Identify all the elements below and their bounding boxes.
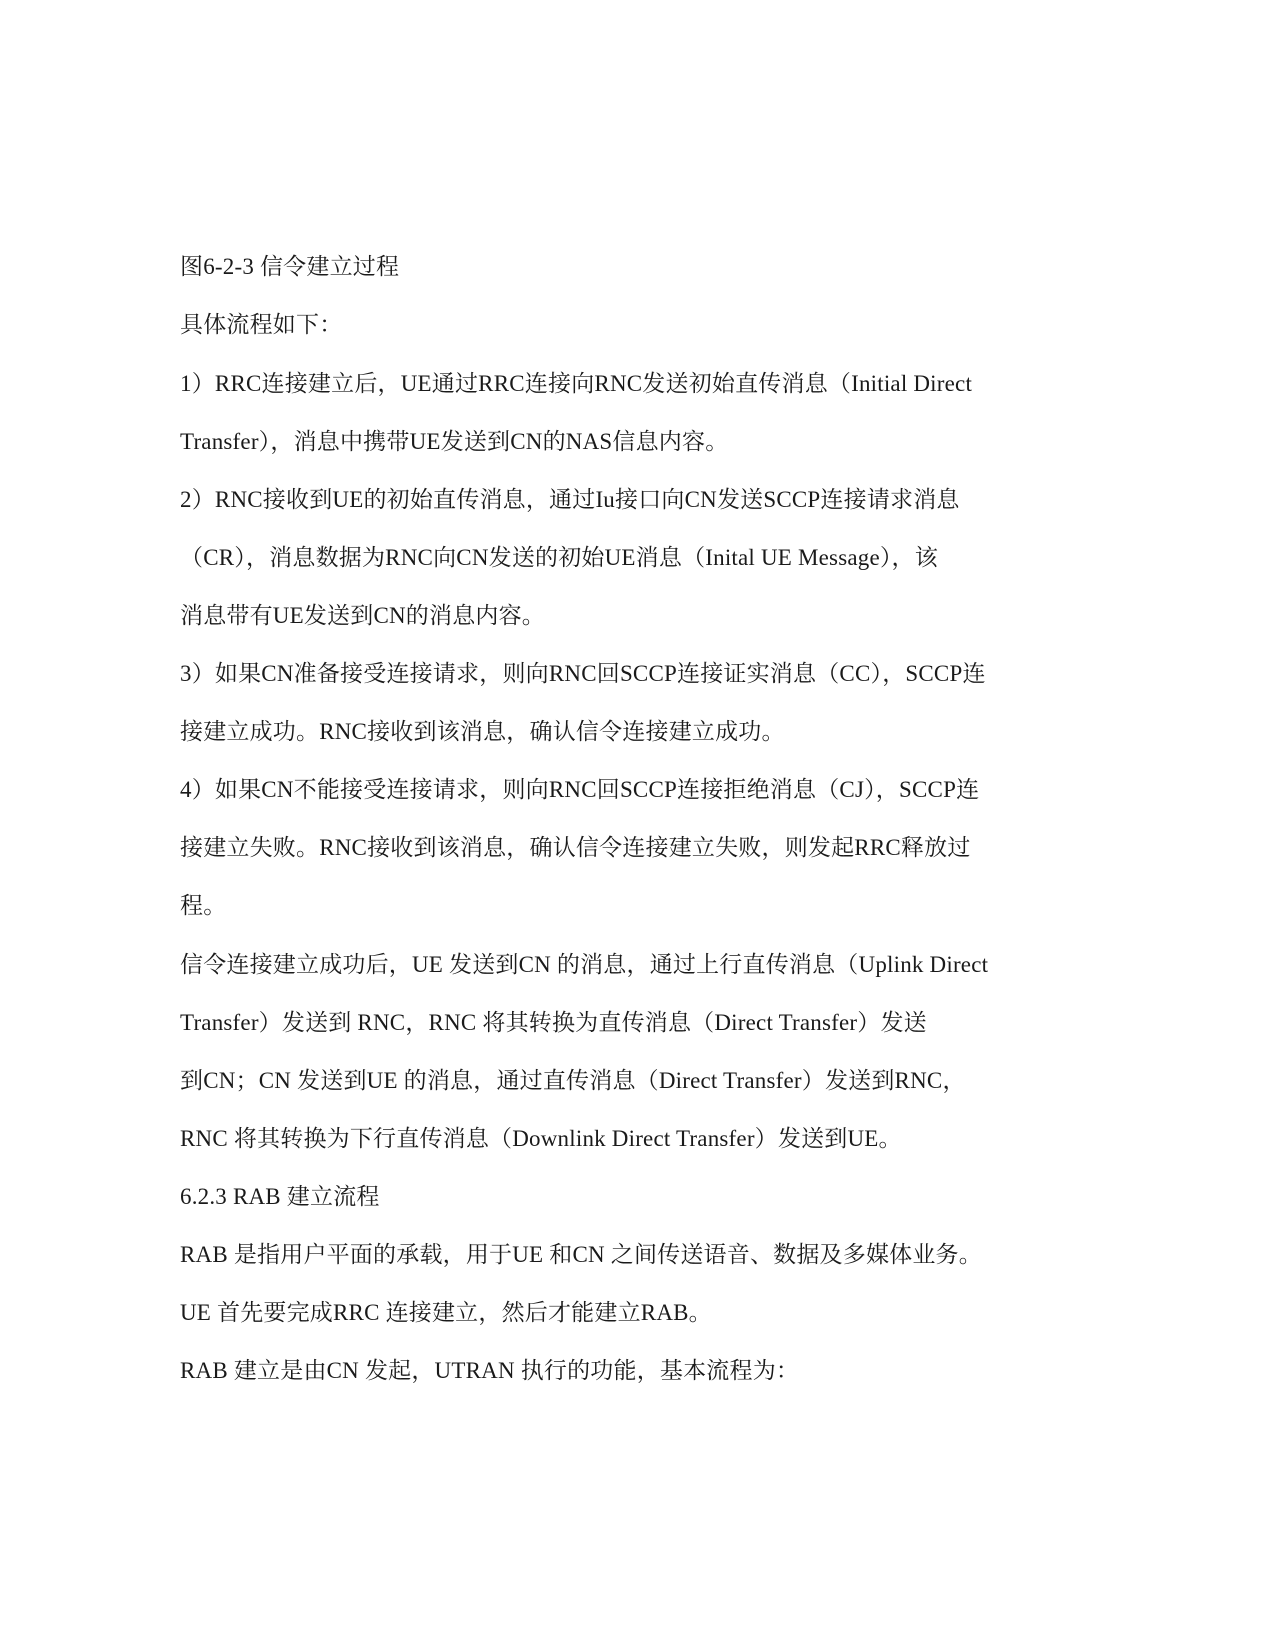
section-heading: 6.2.3 RAB 建立流程	[180, 1184, 380, 1209]
paragraph-step4-line1: 4）如果CN不能接受连接请求，则向RNC回SCCP连接拒绝消息（CJ），SCCP连	[180, 777, 980, 802]
paragraph-rab-procedure: RAB 建立是由CN 发起，UTRAN 执行的功能，基本流程为：	[180, 1358, 800, 1383]
paragraph-rab-prerequisite: UE 首先要完成RRC 连接建立，然后才能建立RAB。	[180, 1300, 712, 1325]
paragraph-step1-line1: 1）RRC连接建立后，UE通过RRC连接向RNC发送初始直传消息（Initial Direct	[180, 371, 973, 396]
paragraph-step2-line3: 消息带有UE发送到CN的消息内容。	[180, 603, 546, 628]
paragraph-step4-line3: 程。	[180, 893, 227, 918]
paragraph-step2-line1: 2）RNC接收到UE的初始直传消息，通过Iu接口向CN发送SCCP连接请求消息	[180, 487, 960, 512]
paragraph-step3-line2: 接建立成功。RNC接收到该消息，确认信令连接建立成功。	[180, 719, 785, 744]
paragraph-transfer-line4: RNC 将其转换为下行直传消息（Downlink Direct Transfer）发送到UE。	[180, 1126, 902, 1151]
paragraph-step4-line2: 接建立失败。RNC接收到该消息，确认信令连接建立失败，则发起RRC释放过	[180, 835, 971, 860]
paragraph-step3-line1: 3）如果CN准备接受连接请求，则向RNC回SCCP连接证实消息（CC），SCCP连	[180, 661, 986, 686]
paragraph-transfer-line2: Transfer）发送到 RNC，RNC 将其转换为直传消息（Direct Transfer）发送	[180, 1010, 927, 1035]
paragraph-step2-line2: （CR），消息数据为RNC向CN发送的初始UE消息（Inital UE Message），该	[180, 545, 938, 570]
figure-caption: 图6-2-3 信令建立过程	[180, 254, 400, 279]
paragraph-intro: 具体流程如下：	[180, 312, 343, 337]
paragraph-step1-line2: Transfer），消息中携带UE发送到CN的NAS信息内容。	[180, 429, 729, 454]
paragraph-rab-definition: RAB 是指用户平面的承载，用于UE 和CN 之间传送语音、数据及多媒体业务。	[180, 1242, 982, 1267]
paragraph-transfer-line3: 到CN；CN 发送到UE 的消息，通过直传消息（Direct Transfer）发送到RNC，	[180, 1068, 966, 1093]
paragraph-transfer-line1: 信令连接建立成功后，UE 发送到CN 的消息，通过上行直传消息（Uplink Direct	[180, 952, 989, 977]
